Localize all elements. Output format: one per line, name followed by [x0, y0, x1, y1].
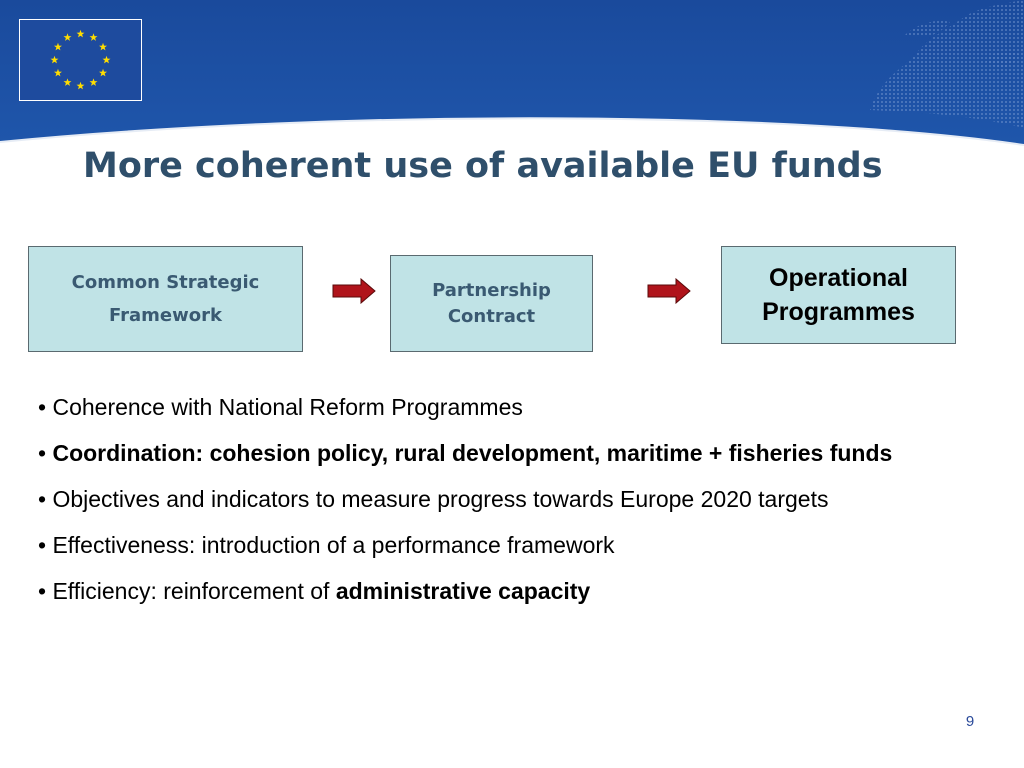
bullet-marker: • — [38, 440, 47, 466]
box-label-line: Partnership — [432, 279, 551, 301]
right-arrow-icon — [332, 278, 376, 304]
bullet-text-bold: administrative capacity — [335, 578, 591, 604]
box-label-line: Operational — [769, 264, 908, 292]
operational-programmes-box — [721, 246, 956, 344]
bullet-text: Objectives and indicators to measure progress towards Europe 2020 targets — [52, 486, 829, 512]
box-label-line: Contract — [447, 305, 536, 327]
common-strategic-framework-box — [28, 246, 303, 352]
box-label-line: Programmes — [762, 298, 915, 326]
bullet-list — [38, 392, 978, 622]
bullet-item — [38, 438, 978, 469]
box-label-line: Framework — [109, 305, 222, 326]
header-banner — [0, 0, 1024, 150]
bullet-item — [38, 576, 978, 607]
bullet-marker: • — [38, 578, 47, 604]
bullet-item — [38, 392, 978, 423]
bullet-text: Coherence with National Reform Programmes — [52, 394, 523, 420]
bullet-text-bold: Coordination: cohesion policy, rural development, maritime + fisheries funds — [52, 440, 893, 466]
bullet-marker: • — [38, 486, 47, 512]
slide-title: More coherent use of available EU funds — [83, 146, 883, 186]
partnership-contract-box — [390, 255, 593, 352]
bullet-item — [38, 484, 978, 515]
page-number: 9 — [965, 713, 975, 730]
bullet-text: Efficiency: reinforcement of — [52, 578, 330, 604]
bullet-marker: • — [38, 532, 47, 558]
bullet-item — [38, 530, 978, 561]
bullet-text: Effectiveness: introduction of a performance framework — [52, 532, 615, 558]
eu-flag-logo — [19, 19, 142, 101]
eu-flag-icon — [20, 20, 141, 100]
right-arrow-icon — [647, 278, 691, 304]
box-label-line: Common Strategic — [71, 272, 260, 293]
bullet-marker: • — [38, 394, 47, 420]
